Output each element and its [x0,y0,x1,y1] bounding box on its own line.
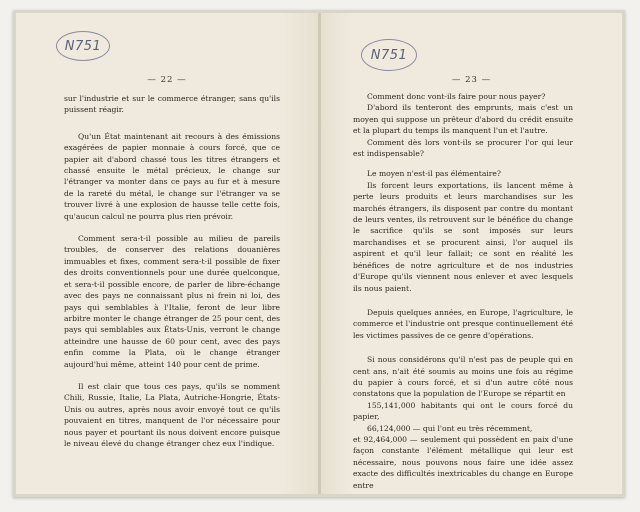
page-number: — 23 — [451,75,492,85]
paragraph: Si nous considérons qu'il n'est pas de peuple qui en cent ans, n'ait été soumis au moins une fois au régime du papier à cours forcé, et si d'un autre côté nous constatons que la population de l'Europe se répartit en [353,355,573,399]
paragraph: Le moyen n'est-il pas élémentaire? [367,169,501,179]
paragraph: 66,124,000 — qui l'ont eu très récemment, [367,423,533,433]
page-number: — 22 — [147,75,187,85]
paragraph: sur l'industrie et sur le commerce étranger, sans qu'ils puissent réagir. [64,94,280,115]
right-page [321,13,622,494]
page-body [64,93,280,449]
inventory-stamp: N751 [56,31,110,61]
paragraph: Depuis quelques années, en Europe, l'agriculture, le commerce et l'industrie ont presque continuellement été les victimes passives de ce genre d'opérations. [353,307,573,340]
open-book [13,10,625,497]
paragraph: Comment sera-t-il possible au milieu de pareils troubles, de conserver des relations douanières immuables et fixes, comment sera-t-il possible de fixer des droits conventionnels pour une durée quelconque, et sera-t-il possible encore, de parler de libre-échange avec des pays ne connaissant plus ni frein ni loi, des pays qui semblables à l'Italie, feront de leur libre arbitre monter le change étranger de 25 pour cent, des pays qui semblables aux États-Unis, verront le change atteindre une hausse de 60 pour cent, avec des pays enfin comme la Plata, où le change étranger aujourd'hui même, atteint 140 pour cent de prime. [64,234,280,369]
left-page [16,13,319,494]
inventory-stamp: N751 [361,39,417,71]
paragraph: Ils forcent leurs exportations, ils lancent même à perte leurs produits et leurs marchandises sur les marchés étrangers, ils disposent par contre du montant de leurs ventes, ils retrouvent sur le bénéfice du change le sacrifice qu'ils se sont imposés sur leurs marchandises et se procurent ainsi, l'or auquel ils aspirent et qu'il leur fallait; ce sont en réalité les bénéfices de notre agriculture et de nos industries d'Europe qu'ils viennent nous enlever et avec lesquels ils nous paient. [353,180,573,293]
paragraph: Comment dès lors vont-ils se procurer l'or qui leur est indispensable? [353,137,573,159]
paragraph: Comment donc vont-ils faire pour nous payer? [367,92,546,101]
paragraph: et 92,464,000 — seulement qui possèdent en paix d'une façon constante l'élément métallique qui leur est nécessaire, nous pouvons nous faire une idée assez exacte des difficultés inextricables du change en Europe entre [353,434,573,490]
paragraph: Qu'un État maintenant ait recours à des émissions exagérées de papier monnaie à cours forcé, que ce papier ait d'abord chassé tous les titres étrangers et chassé ensuite le métal précieux, le change sur l'étranger va monter dans ce pays au fur et à mesure de la rareté du métal, le change sur l'étranger va se trouver livré à une explosion de hausse telle cette fois, qu'aucun calcul ne pourra plus rien prévoir. [64,131,280,221]
page-body [353,91,573,491]
paragraph: D'abord ils tenteront des emprunts, mais c'est un moyen qui suppose un prêteur d'abord du crédit ensuite et la plupart du temps ils manquent l'un et l'autre. [353,103,573,136]
paragraph: 155,141,000 habitants qui ont le cours forcé du papier, [353,400,573,422]
paragraph: Il est clair que tous ces pays, qu'ils se nomment Chili, Russie, Italie, La Plata, Autriche-Hongrie, États-Unis ou autres, après nous avoir envoyé tout ce qu'ils pouvaient en titres, manquent de l'or nécessaire pour nous payer et pourtant ils nous doivent encore puisque le niveau élevé du change étranger chez eux l'indique. [64,381,280,448]
